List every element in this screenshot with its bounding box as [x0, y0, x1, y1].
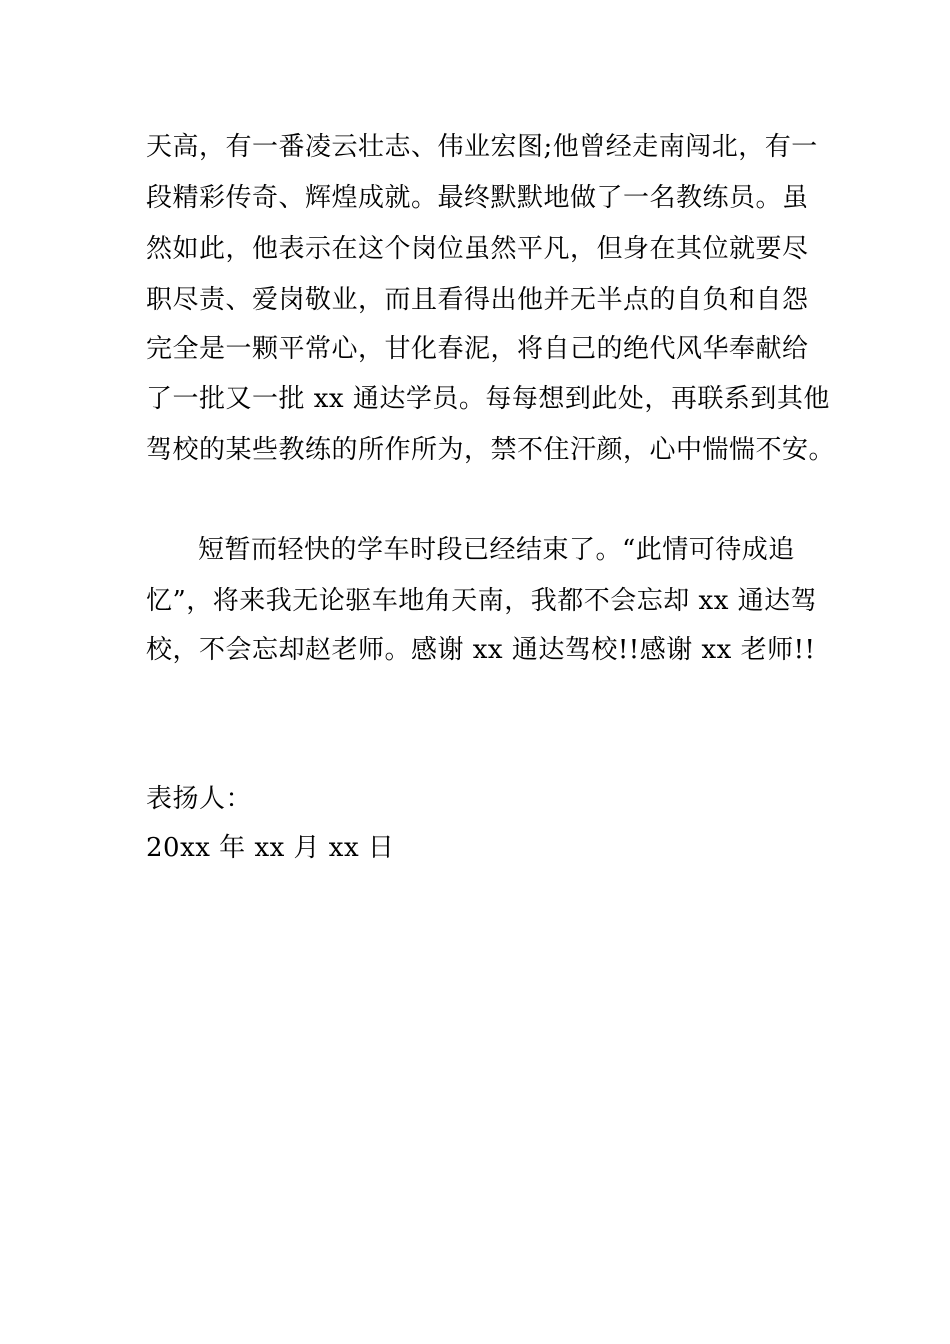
paragraph-1-line-4: 职尽责、爱岗敬业，而且看得出他并无半点的自负和自怨 [146, 285, 809, 315]
paragraph-2-line-1: 短暂而轻快的学车时段已经结束了。“此情可待成追 [198, 535, 795, 565]
paragraph-1-line-7: 驾校的某些教练的所作所为，禁不住汗颜，心中惴惴不安。 [146, 435, 836, 465]
paragraph-1-line-3: 然如此，他表示在这个岗位虽然平凡，但身在其位就要尽 [146, 234, 809, 264]
paragraph-1-line-1: 天高，有一番凌云壮志、伟业宏图;他曾经走南闯北，有一 [146, 132, 818, 162]
paragraph-1-line-5: 完全是一颗平常心，甘化春泥，将自己的绝代风华奉献给 [146, 334, 809, 364]
signature-label: 表扬人： [146, 784, 253, 814]
signature-date: 20xx 年 xx 月 xx 日 [146, 833, 395, 863]
paragraph-2-line-3: 校，不会忘却赵老师。感谢 xx 通达驾校!!感谢 xx 老师!! [146, 635, 816, 665]
paragraph-2-line-2: 忆”，将来我无论驱车地角天南，我都不会忘却 xx 通达驾 [146, 586, 818, 616]
paragraph-1-line-2: 段精彩传奇、辉煌成就。最终默默地做了一名教练员。虽 [146, 183, 809, 213]
paragraph-1-line-6: 了一批又一批 xx 通达学员。每每想到此处，再联系到其他 [146, 384, 830, 414]
